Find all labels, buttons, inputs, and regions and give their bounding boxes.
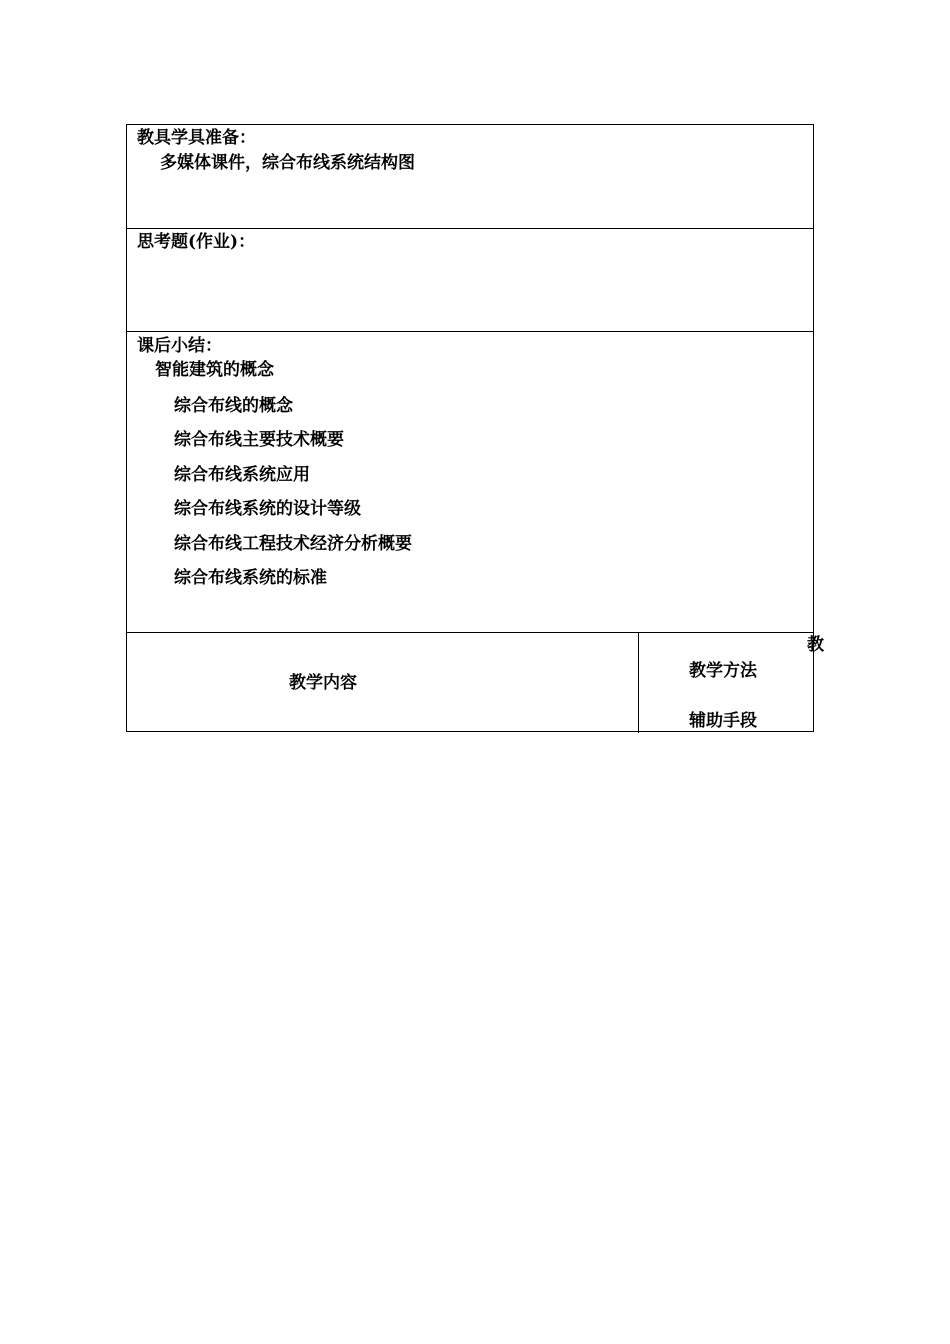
summary-item: 综合布线系统应用: [174, 465, 310, 485]
summary-heading: 课后小结：: [137, 336, 222, 356]
summary-main-item: 智能建筑的概念: [155, 360, 274, 380]
column-divider: [638, 633, 639, 733]
summary-item: 综合布线主要技术概要: [174, 430, 344, 450]
overflow-header-char: 教: [807, 635, 824, 655]
teaching-content-label: 教学内容: [289, 673, 357, 693]
materials-content: 多媒体课件，综合布线系统结构图: [160, 153, 415, 173]
summary-item: 综合布线工程技术经济分析概要: [174, 534, 412, 554]
row-divider: [127, 228, 813, 229]
row-divider: [127, 331, 813, 332]
summary-item: 综合布线系统的标准: [174, 568, 327, 588]
homework-heading: 思考题(作业)：: [137, 232, 256, 252]
materials-heading: 教具学具准备：: [137, 128, 256, 148]
teaching-aids-label: 辅助手段: [689, 711, 757, 731]
summary-item: 综合布线系统的设计等级: [174, 499, 361, 519]
lesson-plan-table: [126, 124, 824, 732]
summary-item: 综合布线的概念: [174, 396, 293, 416]
teaching-method-label: 教学方法: [689, 661, 757, 681]
row-divider: [127, 632, 813, 633]
